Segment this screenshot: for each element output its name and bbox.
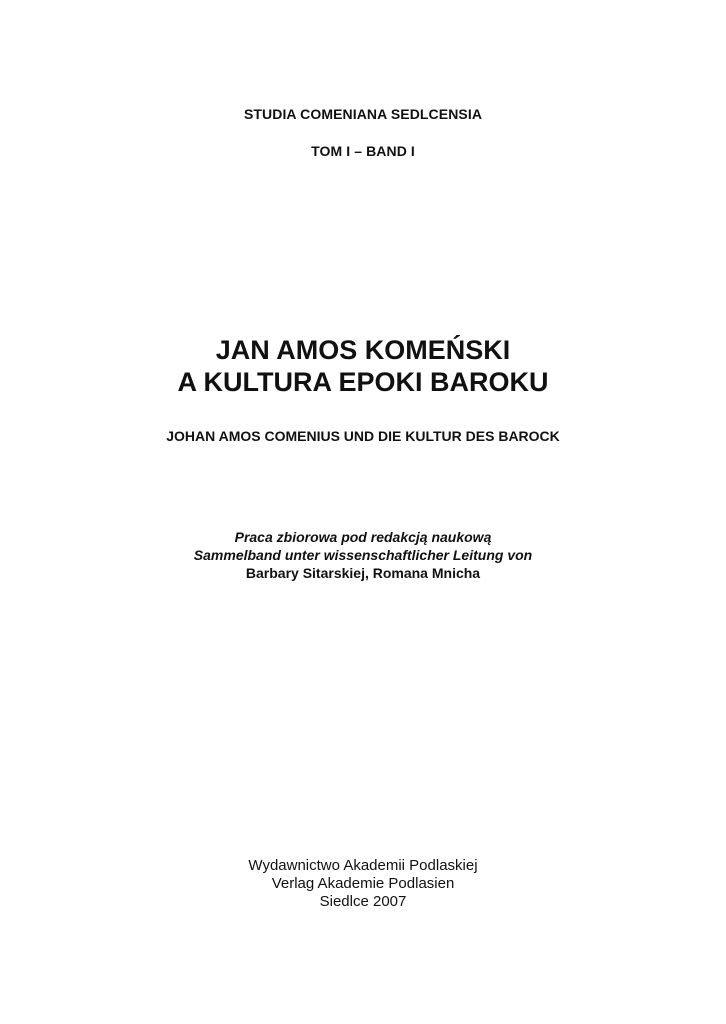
publisher-line-1: Wydawnictwo Akademii Podlaskiej [248, 857, 478, 874]
editors-line-2: Sammelband unter wissenschaftlicher Leitung von [193, 547, 533, 563]
series-name: STUDIA COMENIANA SEDLCENSIA [243, 106, 483, 122]
publisher-line-3: Siedlce 2007 [319, 893, 407, 910]
publisher-line-2: Verlag Akademie Podlasien [271, 875, 455, 892]
editors-line-1: Praca zbiorowa pod redakcją naukową [234, 529, 492, 545]
editors-names: Barbary Sitarskiej, Romana Mnicha [245, 565, 481, 581]
subtitle: JOHAN AMOS COMENIUS UND DIE KULTUR DES BAROCK [166, 428, 560, 444]
title-line-1: JAN AMOS KOMEŃSKI [215, 335, 511, 365]
volume-label: TOM I – BAND I [311, 143, 415, 159]
title-line-2: A KULTURA EPOKI BAROKU [177, 367, 549, 397]
